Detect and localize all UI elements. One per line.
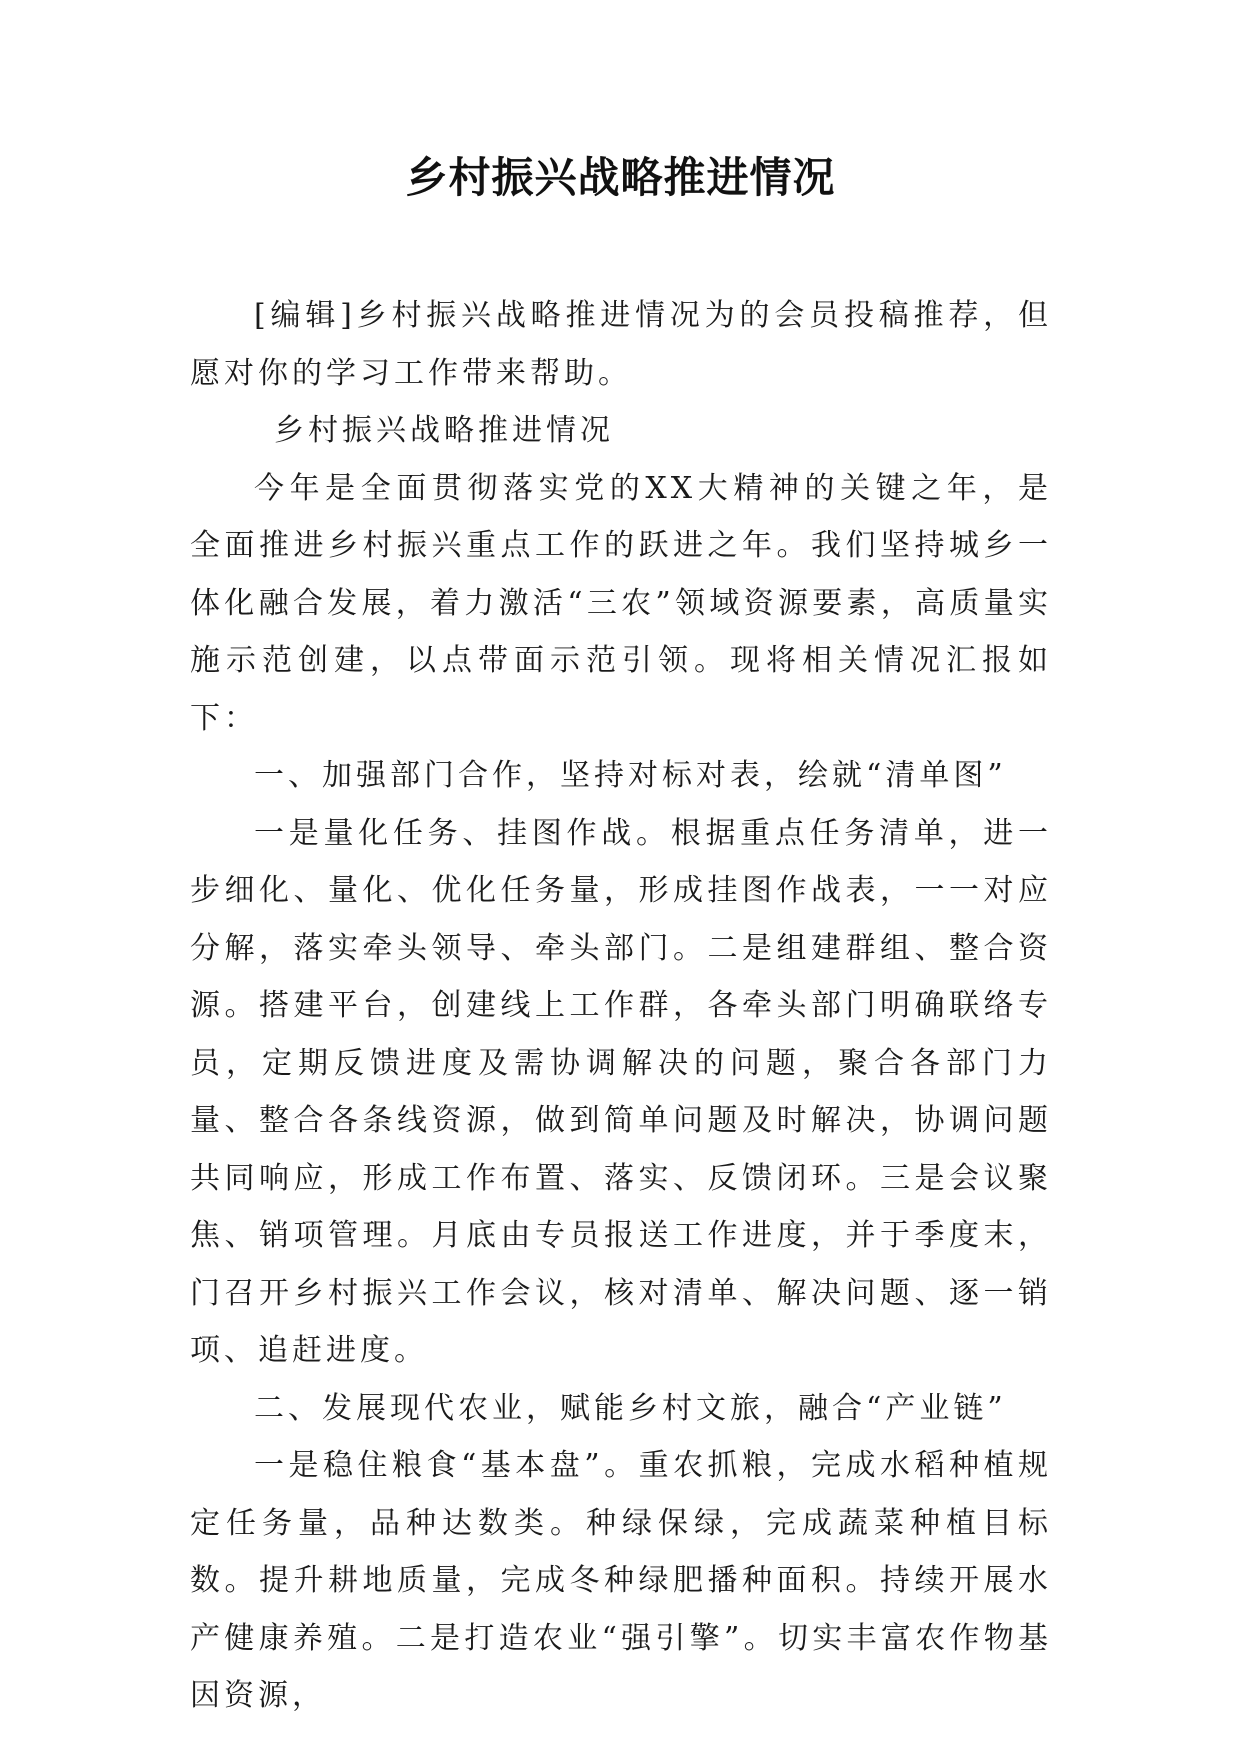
opening-paragraph: 今年是全面贯彻落实党的XX大精神的关键之年，是全面推进乡村振兴重点工作的跃进之年。我们坚持城乡一体化融合发展，着力激活“三农”领域资源要素，高质量实施示范创建，以点带面示范引领。现将相关情况汇报如下： [190,470,1052,736]
section-heading-1: 一、加强部门合作，坚持对标对表，绘就“清单图” [254,758,1007,793]
section-body-1: 一是量化任务、挂图作战。根据重点任务清单，进一步细化、量化、优化任务量，形成挂图作战表，一一对应分解，落实牵头领导、牵头部门。二是组建群组、整合资源。搭建平台，创建线上工作群，各牵头部门明确联络专员，定期反馈进度及需协调解决的问题，聚合各部门力量、整合各条线资源，做到简单问题及时解决，协调问题共同响应，形成工作布置、落实、反馈闭环。三是会议聚焦、销项管理。月底由专员报送工作进度，并于季度末，门召开乡村振兴工作会议，核对清单、解决问题、逐一销项、追赶进度。 [190,815,1052,1368]
document-subtitle: 乡村振兴战略推进情况 [274,413,614,448]
section-heading-2: 二、发展现代农业，赋能乡村文旅，融合“产业链” [254,1390,1007,1426]
document-body [190,287,1052,1725]
section-body-2: 一是稳住粮食“基本盘”。重农抓粮，完成水稻种植规定任务量，品种达数类。种绿保绿，完成蔬菜种植目标数。提升耕地质量，完成冬种绿肥播种面积。持续开展水产健康养殖。二是打造农业“强引擎”。切实丰富农作物基因资源， [190,1448,1052,1713]
editor-note-paragraph: [编辑]乡村振兴战略推进情况为的会员投稿推荐，但愿对你的学习工作带来帮助。 [190,298,1052,391]
document-title: 乡村振兴战略推进情况 [405,153,836,202]
